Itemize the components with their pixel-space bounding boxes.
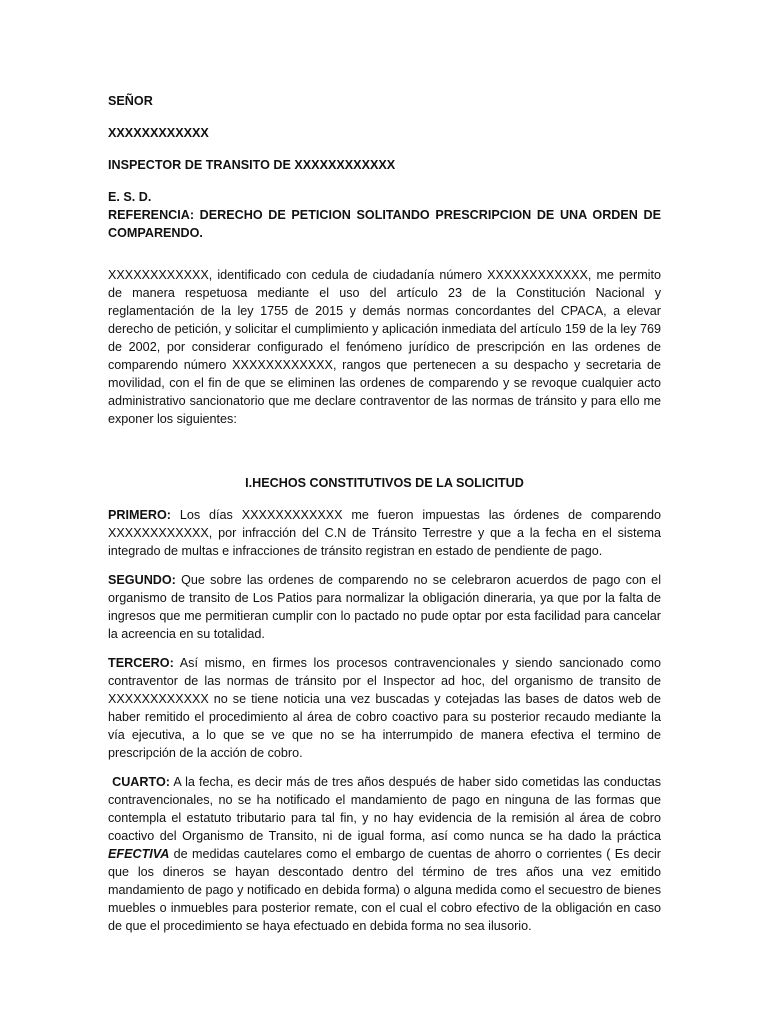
paragraph-segundo — [108, 571, 661, 643]
paragraph-primero — [108, 506, 661, 560]
paragraph-text: Así mismo, en firmes los procesos contravencionales y siendo sancionado como contraventor de las normas de tránsito por el Inspector ad hoc, del organismo de transito de XXXXXXXXXXXX no se tiene noticia una vez buscadas y cotejadas las bases de datos web de haber remitido el procedimiento al área de cobro coactivo para su posterior recaudo mediante la vía ejecutiva, a lo que se ve que no se ha interrumpido de manera efectiva el termino de prescripción de la acción de cobro. — [108, 656, 661, 760]
intro-paragraph: XXXXXXXXXXXX, identificado con cedula de ciudadanía número XXXXXXXXXXXX, me permito de manera respetuosa mediante el uso del artículo 23 de la Constitución Nacional y reglamentación de la ley 1755 de 2015 y demás normas concordantes del CPACA, a elevar derecho de petición, y solicitar el cumplimiento y aplicación inmediata del artículo 159 de la ley 769 de 2002, por considerar configurado el fenómeno jurídico de prescripción en las ordenes de comparendo número XXXXXXXXXXXX, rangos que pertenecen a su despacho y secretaria de movilidad, con el fin de que se eliminen las ordenes de comparendo y se revoque cualquier acto administrativo sancionatorio que me declare contraventor de las normas de tránsito y para ello me exponer los siguientes: — [108, 268, 661, 426]
salutation: SEÑOR — [108, 94, 153, 108]
paragraph-cuarto — [108, 773, 661, 935]
paragraph-label: PRIMERO: — [108, 508, 171, 522]
paragraph-text: de medidas cautelares como el embargo de cuentas de ahorro o corrientes ( Es decir que los dineros se hayan descontado dentro del término de tres años una vez emitido mandamiento de pago y notificado en debida forma) o alguna medida como el secuestro de bienes muebles o inmuebles para posterior remate, con el cual el cobro efectivo de la obligación en caso de que el procedimiento se haya efectuado en debida forma no sea ilusorio. — [108, 847, 661, 933]
emphasis-text: EFECTIVA — [108, 847, 170, 861]
paragraph-label: CUARTO: — [112, 775, 170, 789]
paragraph-label: SEGUNDO: — [108, 573, 176, 587]
paragraph-text: Que sobre las ordenes de comparendo no se celebraron acuerdos de pago con el organismo de transito de Los Patios para normalizar la obligación dineraria, ya que por la falta de ingresos que me permitieran cumplir con lo pactado no pude optar por esta facilidad para cancelar la acreencia en su totalidad. — [108, 573, 661, 641]
paragraph-text: A la fecha, es decir más de tres años después de haber sido cometidas las conductas contravencionales, no se ha notificado el mandamiento de pago en ninguna de las formas que contempla el estatuto tributario para tal fin, y no hay evidencia de la remisión al área de cobro coactivo del Organismo de Transito, ni de igual forma, así como nunca se ha dado la práctica — [108, 775, 661, 843]
document-page — [108, 92, 661, 935]
recipient-title: INSPECTOR DE TRANSITO DE XXXXXXXXXXXX — [108, 158, 396, 172]
reference-line: REFERENCIA: DERECHO DE PETICION SOLITANDO PRESCRIPCION DE UNA ORDEN DE COMPARENDO. — [108, 208, 661, 240]
paragraph-tercero — [108, 654, 661, 762]
paragraph-label: TERCERO: — [108, 656, 174, 670]
section-title: I.HECHOS CONSTITUTIVOS DE LA SOLICITUD — [245, 476, 524, 490]
paragraph-text: Los días XXXXXXXXXXXX me fueron impuestas las órdenes de comparendo XXXXXXXXXXXX, por infracción del C.N de Tránsito Terrestre y que a la fecha en el sistema integrado de multas e infracciones de tránsito registran en estado de pendiente de pago. — [108, 508, 661, 558]
esd-line: E. S. D. — [108, 190, 152, 204]
recipient-name: XXXXXXXXXXXX — [108, 126, 209, 140]
